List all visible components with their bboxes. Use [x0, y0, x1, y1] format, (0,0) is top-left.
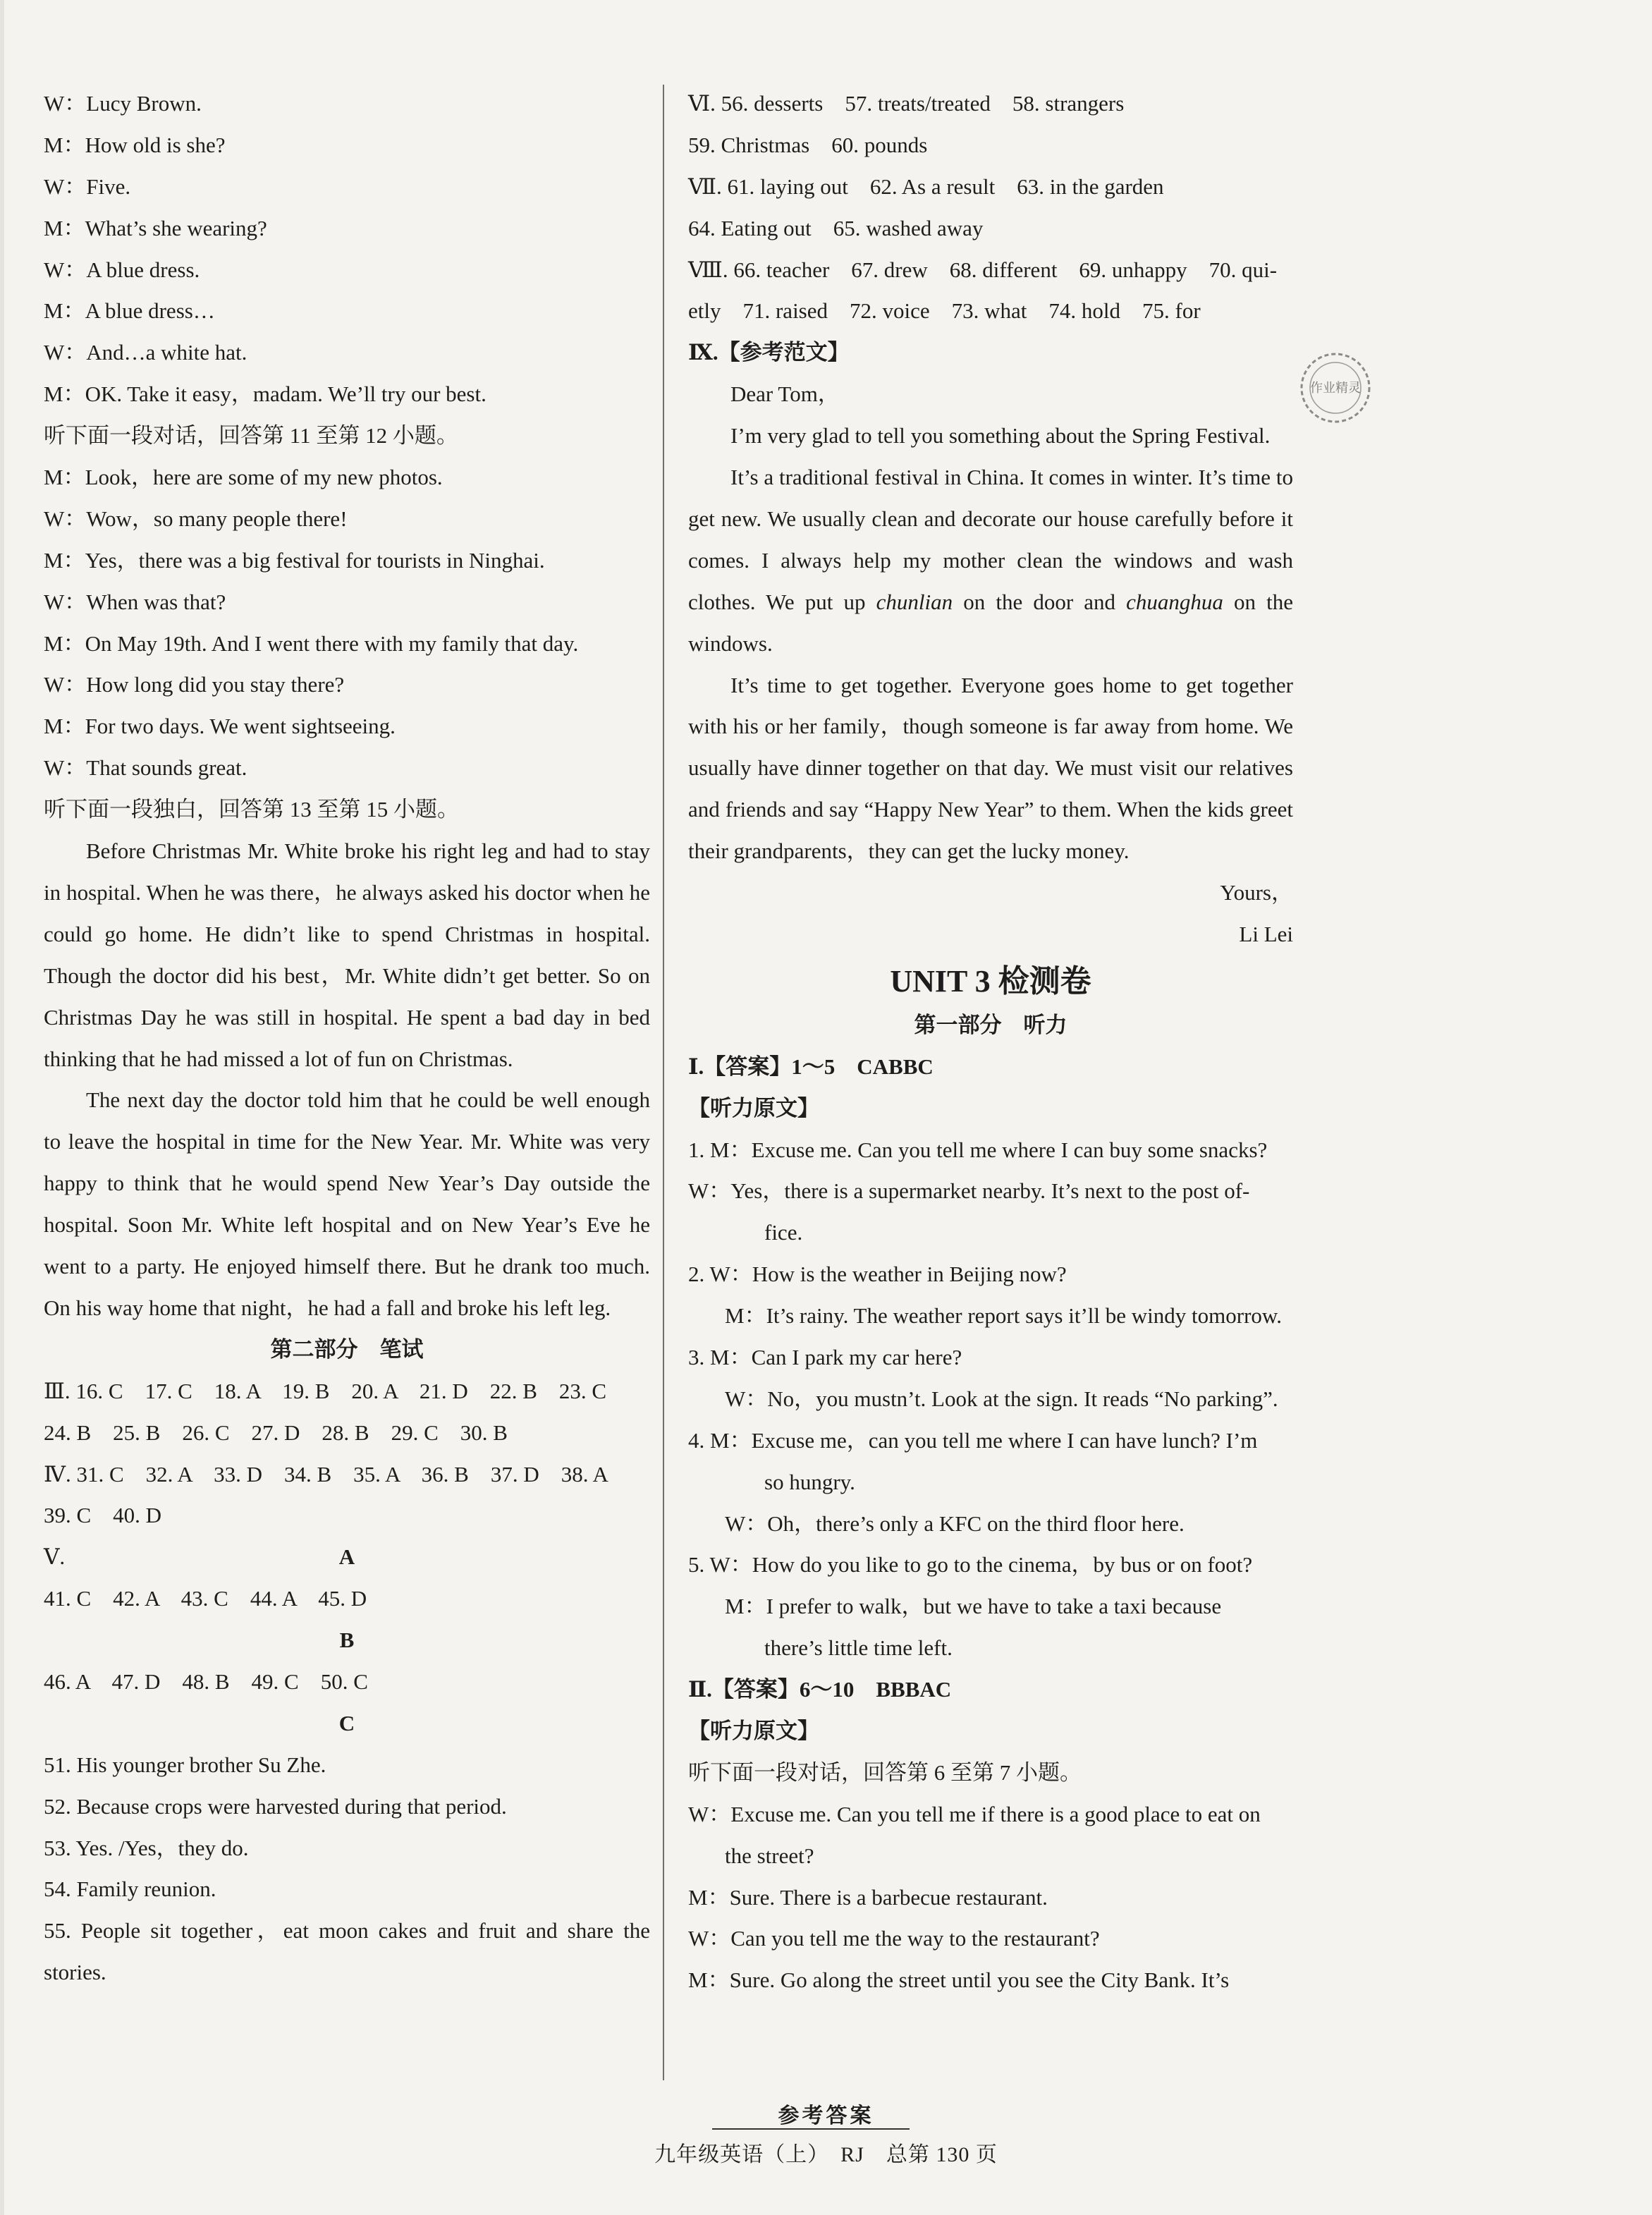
script-line: W：Excuse me. Can you tell me if there is a good place to eat on	[688, 1801, 1261, 1826]
dialog-line: M：A blue dress…	[44, 298, 215, 324]
letter-italic-word: chuanghua	[1126, 589, 1223, 614]
subsection-c-label: C	[338, 1710, 355, 1735]
letter-text: on the windows.	[688, 589, 1294, 656]
stamp-seal	[1296, 348, 1375, 427]
dialog-block-1	[44, 83, 650, 831]
dialog-line: W：Five.	[44, 173, 131, 199]
section-v-header	[44, 1537, 650, 1578]
letter-closing: Yours，	[1220, 880, 1293, 905]
script-line: M：I prefer to walk，but we have to take a taxi because	[725, 1594, 1222, 1619]
letter-paragraph: I’m very glad to tell you something about the Spring Festival.	[730, 423, 1271, 449]
letter-paragraph: It’s time to get together. Everyone goes home to get together with his or her family，though someone is far away from home. We usually have dinner together on that day. We must visit our relatives and friends and say “Happy New Year” to them. When the kids greet their grandparents，they can get the lucky money.	[688, 672, 1293, 864]
answer-line: 54. Family reunion.	[44, 1877, 216, 1902]
footer-rule	[712, 2128, 910, 2130]
dialog-line: M：What’s she wearing?	[44, 215, 267, 240]
dialog-line: M：Look，here are some of my new photos.	[44, 465, 443, 490]
script-line: 5. W：How do you like to go to the cinema，by bus or on foot?	[688, 1552, 1253, 1578]
monologue-paragraph: The next day the doctor told him that he could be well enough to leave the hospital in time for the New Year. Mr. White was very happy to think that he would spend New Year’s Day outside the hospital. Soon Mr. White left hospital and on New Year’s Eve he went to a party. He enjoyed himself there. But he drank too much. On his way home that night，he had a fall and broke his left leg.	[44, 1087, 650, 1320]
answer-line: 52. Because crops were harvested during that period.	[44, 1793, 507, 1819]
script-line: 3. M：Can I park my car here?	[688, 1345, 962, 1369]
instruction-line: 听下面一段独白，回答第 13 至第 15 小题。	[44, 797, 459, 822]
script-label: 【听力原文】	[688, 1095, 819, 1121]
script-line: 4. M：Excuse me，can you tell me where I can have lunch? I’m	[688, 1427, 1258, 1453]
dialog-line: M：For two days. We went sightseeing.	[44, 714, 396, 739]
footer-title: 参考答案	[778, 2104, 874, 2128]
sample-letter	[688, 374, 1293, 956]
left-column	[44, 83, 650, 1994]
instruction-line: 听下面一段对话，回答第 6 至第 7 小题。	[688, 1759, 1082, 1785]
script-line: so hungry.	[764, 1469, 855, 1494]
answer-line: Ⅶ. 61. laying out 62. As a result 63. in the garden	[688, 173, 1164, 199]
dialog-line: W：And…a white hat.	[44, 340, 247, 365]
dialog-line: W：How long did you stay there?	[44, 672, 345, 697]
dialog-line: W：That sounds great.	[44, 755, 247, 781]
script-line: W：Yes，there is a supermarket nearby. It’s next to the post of-	[688, 1178, 1250, 1204]
answer-line: etly 71. raised 72. voice 73. what 74. hold 75. for	[688, 298, 1201, 324]
answer-line: Ⅲ. 16. C 17. C 18. A 19. B 20. A 21. D 22. B 23. C	[44, 1378, 607, 1403]
answer-line: Ⅰ.【答案】1～5 CABBC	[688, 1054, 934, 1079]
stamp-text: 作业精灵	[1310, 381, 1361, 396]
script-line: the street?	[725, 1843, 814, 1868]
script-line: W：No，you mustn’t. Look at the sign. It reads “No parking”.	[725, 1386, 1278, 1411]
letter-signature: Li Lei	[1239, 921, 1293, 946]
letter-text: on the door and	[953, 589, 1127, 614]
answer-line: 41. C 42. A 43. C 44. A 45. D	[44, 1586, 367, 1611]
letter-paragraph	[688, 457, 1293, 665]
footer-subtitle: 九年级英语（上） RJ 总第 130 页	[654, 2143, 998, 2166]
answer-55: 55. People sit together，eat moon cakes and fruit and share the stories.	[44, 1918, 650, 1985]
answer-line: 64. Eating out 65. washed away	[688, 215, 984, 240]
section-ix-label: Ⅸ.【参考范文】	[688, 340, 850, 365]
instruction-line: 听下面一段对话，回答第 11 至第 12 小题。	[44, 423, 458, 449]
dialog-line: M：OK. Take it easy，madam. We’ll try our best.	[44, 382, 487, 407]
letter-text: It’s a traditional festival in China. It comes in winter. It’s time to get new. We usually clean and decorate our house carefully before it comes. I always help my mother clean the windows and wash clothes. We put up	[688, 465, 1293, 614]
dialog-line: M：Yes，there was a big festival for tourists in Ninghai.	[44, 547, 545, 573]
section-title-written: 第二部分 笔试	[270, 1336, 424, 1362]
script-label: 【听力原文】	[688, 1719, 819, 1744]
right-column	[688, 83, 1293, 2001]
script-line: there’s little time left.	[764, 1635, 953, 1661]
section-v-label: Ⅴ.	[44, 1544, 66, 1570]
answer-line: 51. His younger brother Su Zhe.	[44, 1752, 326, 1777]
script-line: 2. W：How is the weather in Beijing now?	[688, 1262, 1067, 1287]
dialog-line: W：Wow，so many people there!	[44, 506, 348, 531]
script-line: M：Sure. There is a barbecue restaurant.	[688, 1884, 1048, 1910]
dialog-line: W：When was that?	[44, 589, 226, 614]
unit-title: UNIT 3 检测卷	[890, 963, 1091, 999]
dialog-line: M：On May 19th. And I went there with my family that day.	[44, 630, 579, 656]
page-edge-shadow	[0, 0, 4, 2215]
answer-line: 59. Christmas 60. pounds	[688, 132, 928, 157]
letter-italic-word: chunlian	[876, 589, 953, 614]
column-divider	[663, 85, 664, 2080]
script-line: W：Oh，there’s only a KFC on the third floor here.	[725, 1511, 1185, 1536]
subsection-b-label: B	[339, 1628, 355, 1653]
dialog-line: M：How old is she?	[44, 132, 226, 157]
answer-line: 53. Yes. /Yes，they do.	[44, 1835, 249, 1860]
answer-line: Ⅱ.【答案】6～10 BBBAC	[688, 1677, 952, 1702]
script-line: M：Sure. Go along the street until you see the City Bank. It’s	[688, 1967, 1230, 1993]
answer-line: Ⅷ. 66. teacher 67. drew 68. different 69. unhappy 70. qui-	[688, 257, 1278, 282]
answer-line: 46. A 47. D 48. B 49. C 50. C	[44, 1669, 368, 1695]
answer-line: Ⅵ. 56. desserts 57. treats/treated 58. strangers	[688, 91, 1125, 116]
answer-line: Ⅳ. 31. C 32. A 33. D 34. B 35. A 36. B 37. D 38. A	[44, 1461, 608, 1487]
script-line: M：It’s rainy. The weather report says it’ll be windy tomorrow.	[725, 1303, 1283, 1329]
answer-line: 39. C 40. D	[44, 1503, 162, 1528]
dialog-line: W：Lucy Brown.	[44, 91, 202, 116]
monologue-paragraph: Before Christmas Mr. White broke his right leg and had to stay in hospital. When he was there，he always asked his doctor when he could go home. He didn’t like to spend Christmas in hospital. Though the doctor did his best，Mr. White didn’t get better. So on Christmas Day he was still in hospital. He spent a bad day in bed thinking that he had missed a lot of fun on Christmas.	[44, 838, 650, 1071]
answer-line: 24. B 25. B 26. C 27. D 28. B 29. C 30. B	[44, 1420, 508, 1445]
script-line: 1. M：Excuse me. Can you tell me where I can buy some snacks?	[688, 1137, 1268, 1162]
script-line: fice.	[764, 1220, 803, 1245]
subsection-a-label: A	[338, 1544, 355, 1570]
dialog-line: W：A blue dress.	[44, 257, 200, 282]
letter-greeting: Dear Tom，	[730, 382, 840, 407]
script-line: W：Can you tell me the way to the restaurant?	[688, 1926, 1100, 1951]
part-title-listening: 第一部分 听力	[914, 1012, 1067, 1037]
